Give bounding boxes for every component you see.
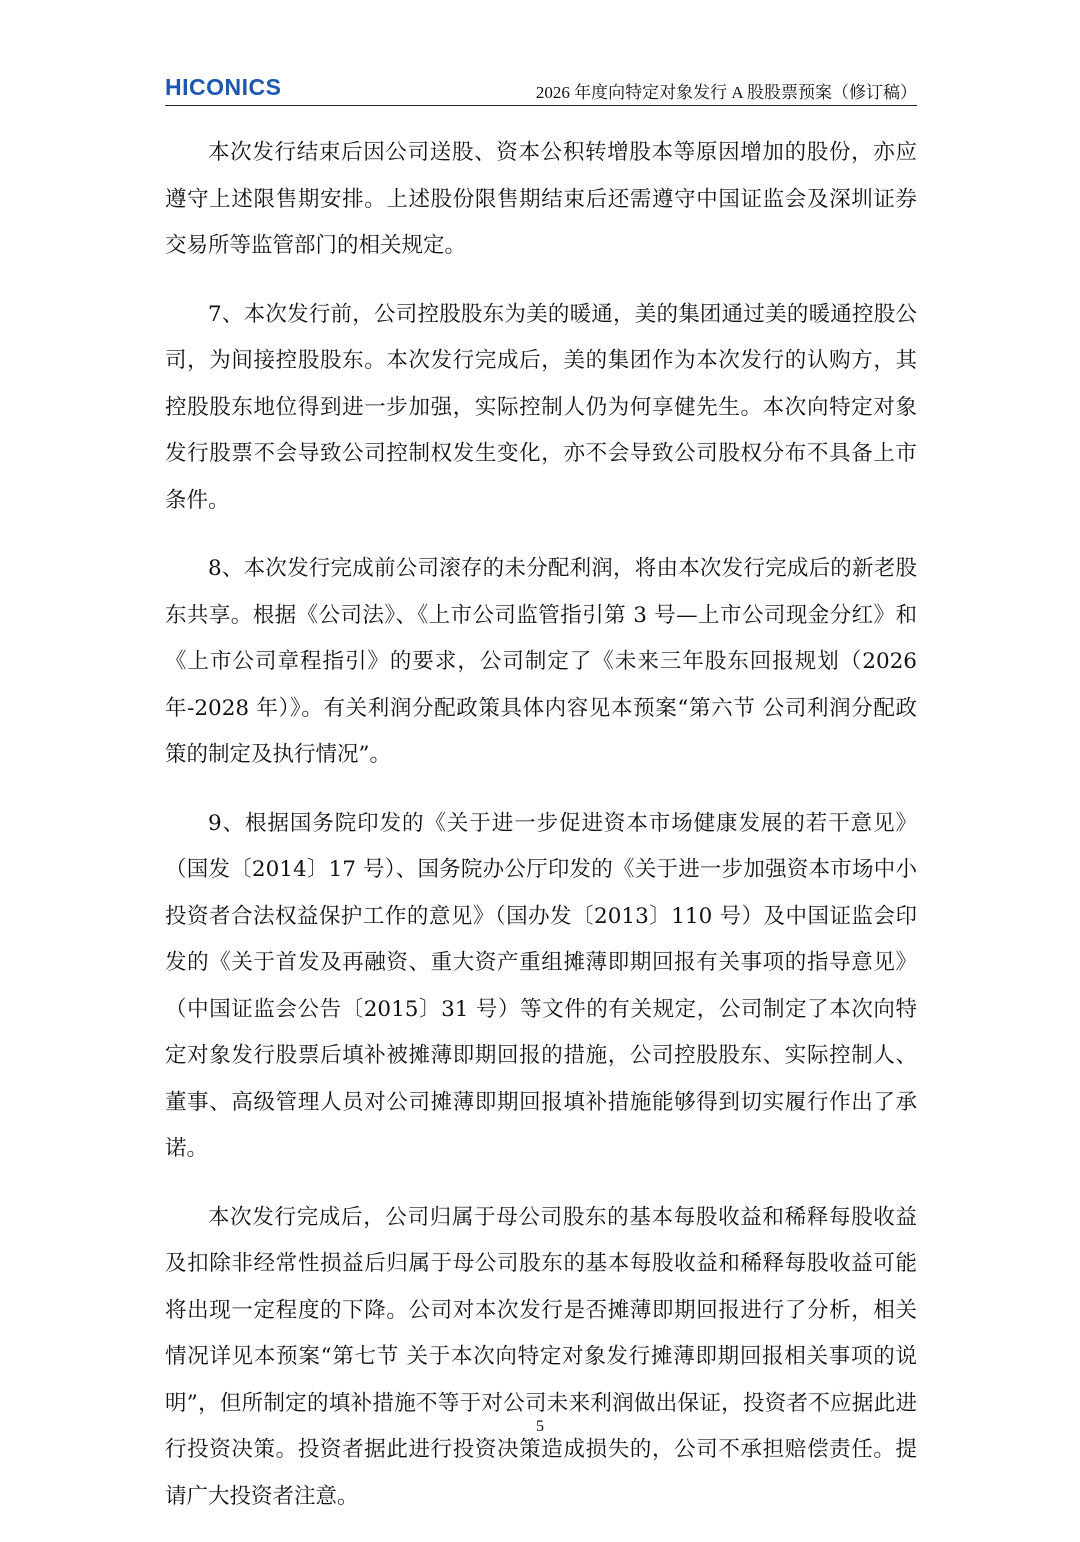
document-body [165,130,917,1542]
document-title: 2026 年度向特定对象发行 A 股股票预案（修订稿） [535,83,917,102]
header-divider [165,105,917,106]
page-header [165,70,917,106]
paragraph-item-9-dilution-measures: 9、根据国务院印发的《关于进一步促进资本市场健康发展的若干意见》（国发〔2014〕17 号）、国务院办公厅印发的《关于进一步加强资本市场中小投资者合法权益保护工作的意见》（国办发〔2013〕110 号）及中国证监会印发的《关于首发及再融资、重大资产重组摊薄即期回报有关事项的指导意见》（中国证监会公告〔2015〕31 号）等文件的有关规定，公司制定了本次向特定对象发行股票后填补被摊薄即期回报的措施，公司控股股东、实际控制人、董事、高级管理人员对公司摊薄即期回报填补措施能够得到切实履行作出了承诺。 [165,810,917,1161]
paragraph-item-8-profit-distribution: 8、本次发行完成前公司滚存的未分配利润，将由本次发行完成后的新老股东共享。根据《公司法》、《上市公司监管指引第 3 号—上市公司现金分红》和《上市公司章程指引》的要求，公司制定了《未来三年股东回报规划（2026 年-2028 年）》。有关利润分配政策具体内容见本预案“第六节 公司利润分配政策的制定及执行情况”。 [165,556,917,767]
page-number: 5 [536,1418,544,1435]
paragraph-dilution-risk-notice: 本次发行完成后，公司归属于母公司股东的基本每股收益和稀释每股收益及扣除非经常性损益后归属于母公司股东的基本每股收益和稀释每股收益可能将出现一定程度的下降。公司对本次发行是否摊薄即期回报进行了分析，相关情况详见本预案“第七节 关于本次向特定对象发行摊薄即期回报相关事项的说明”，但所制定的填补措施不等于对公司未来利润做出保证，投资者不应据此进行投资决策。投资者据此进行投资决策造成损失的，公司不承担赔偿责任。提请广大投资者注意。 [165,1204,917,1509]
paragraph-item-7-control: 7、本次发行前，公司控股股东为美的暖通，美的集团通过美的暖通控股公司，为间接控股股东。本次发行完成后，美的集团作为本次发行的认购方，其控股股东地位得到进一步加强，实际控制人仍为何享健先生。本次向特定对象发行股票不会导致公司控制权发生变化，亦不会导致公司股权分布不具备上市条件。 [165,301,917,513]
paragraph-lockup-period: 本次发行结束后因公司送股、资本公积转增股本等原因增加的股份，亦应遵守上述限售期安排。上述股份限售期结束后还需遵守中国证监会及深圳证券交易所等监管部门的相关规定。 [165,140,917,258]
company-logo: HICONICS [165,74,282,100]
